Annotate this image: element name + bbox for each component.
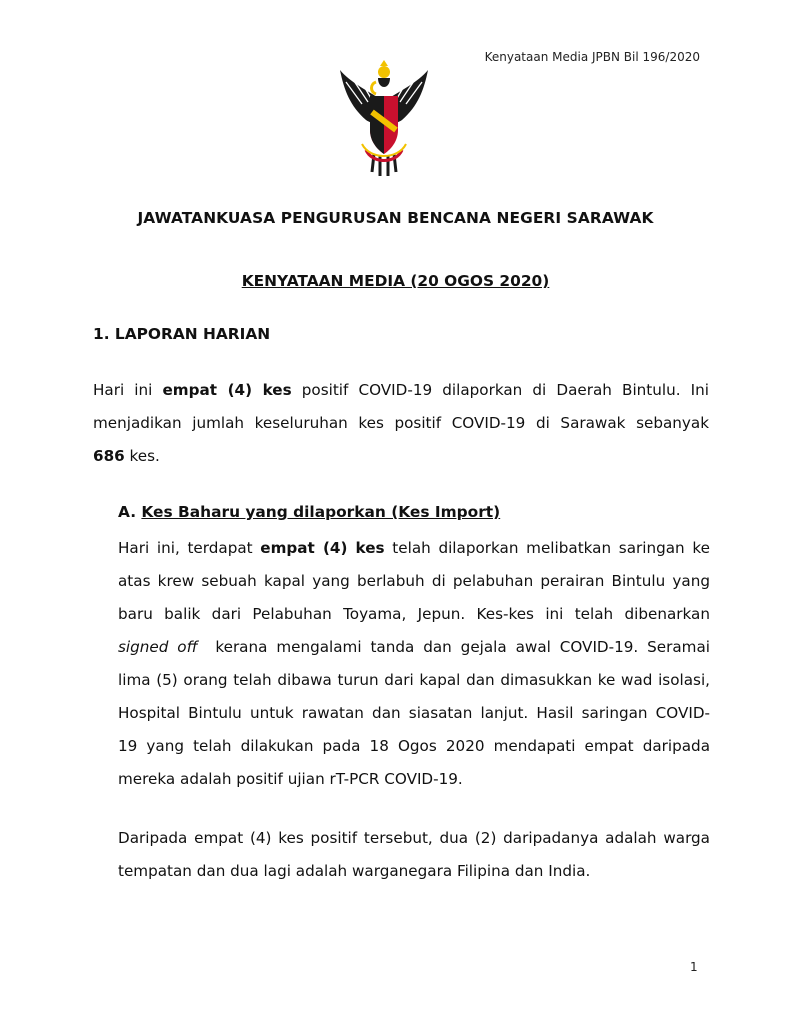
document-reference: Kenyataan Media JPBN Bil 196/2020 <box>484 50 700 64</box>
text-line: 19 yang telah dilakukan pada 18 Ogos 2020 mendapati empat daripada <box>118 737 710 755</box>
paragraph-case-breakdown <box>118 822 710 888</box>
text-line: Hari ini empat (4) kes positif COVID-19 dilaporkan di Daerah Bintulu. Ini <box>93 381 709 399</box>
document-subtitle: KENYATAAN MEDIA (20 OGOS 2020) <box>241 272 550 290</box>
text-line: baru balik dari Pelabuhan Toyama, Jepun. Kes-kes ini telah dibenarkan <box>118 605 710 623</box>
text-line: Hospital Bintulu untuk rawatan dan siasatan lanjut. Hasil saringan COVID- <box>118 704 710 722</box>
subsection-label: A. <box>118 503 137 521</box>
document-title: JAWATANKUASA PENGURUSAN BENCANA NEGERI SARAWAK <box>137 209 654 227</box>
text-line: Hari ini, terdapat empat (4) kes telah dilaporkan melibatkan saringan ke <box>118 539 710 557</box>
page-number: 1 <box>690 960 698 974</box>
text-line: signed off kerana mengalami tanda dan gejala awal COVID-19. Seramai <box>118 638 711 656</box>
text-line: lima (5) orang telah dibawa turun dari kapal dan dimasukkan ke wad isolasi, <box>118 671 710 689</box>
text-line: 686 kes. <box>93 447 160 465</box>
sarawak-coat-of-arms-icon <box>336 60 432 178</box>
text-line: Daripada empat (4) kes positif tersebut, dua (2) daripadanya adalah warga <box>118 829 710 847</box>
text-line: menjadikan jumlah keseluruhan kes positif COVID-19 di Sarawak sebanyak <box>93 414 709 432</box>
subsection-heading <box>118 503 500 521</box>
paragraph-import-cases <box>118 532 710 796</box>
text-line: atas krew sebuah kapal yang berlabuh di pelabuhan perairan Bintulu yang <box>118 572 710 590</box>
subsection-title: Kes Baharu yang dilaporkan (Kes Import) <box>141 503 501 521</box>
text-line: tempatan dan dua lagi adalah warganegara Filipina dan India. <box>118 862 591 880</box>
section-heading: 1. LAPORAN HARIAN <box>93 325 271 343</box>
text-line: mereka adalah positif ujian rT-PCR COVID-19. <box>118 770 463 788</box>
paragraph-daily-report <box>93 374 709 473</box>
